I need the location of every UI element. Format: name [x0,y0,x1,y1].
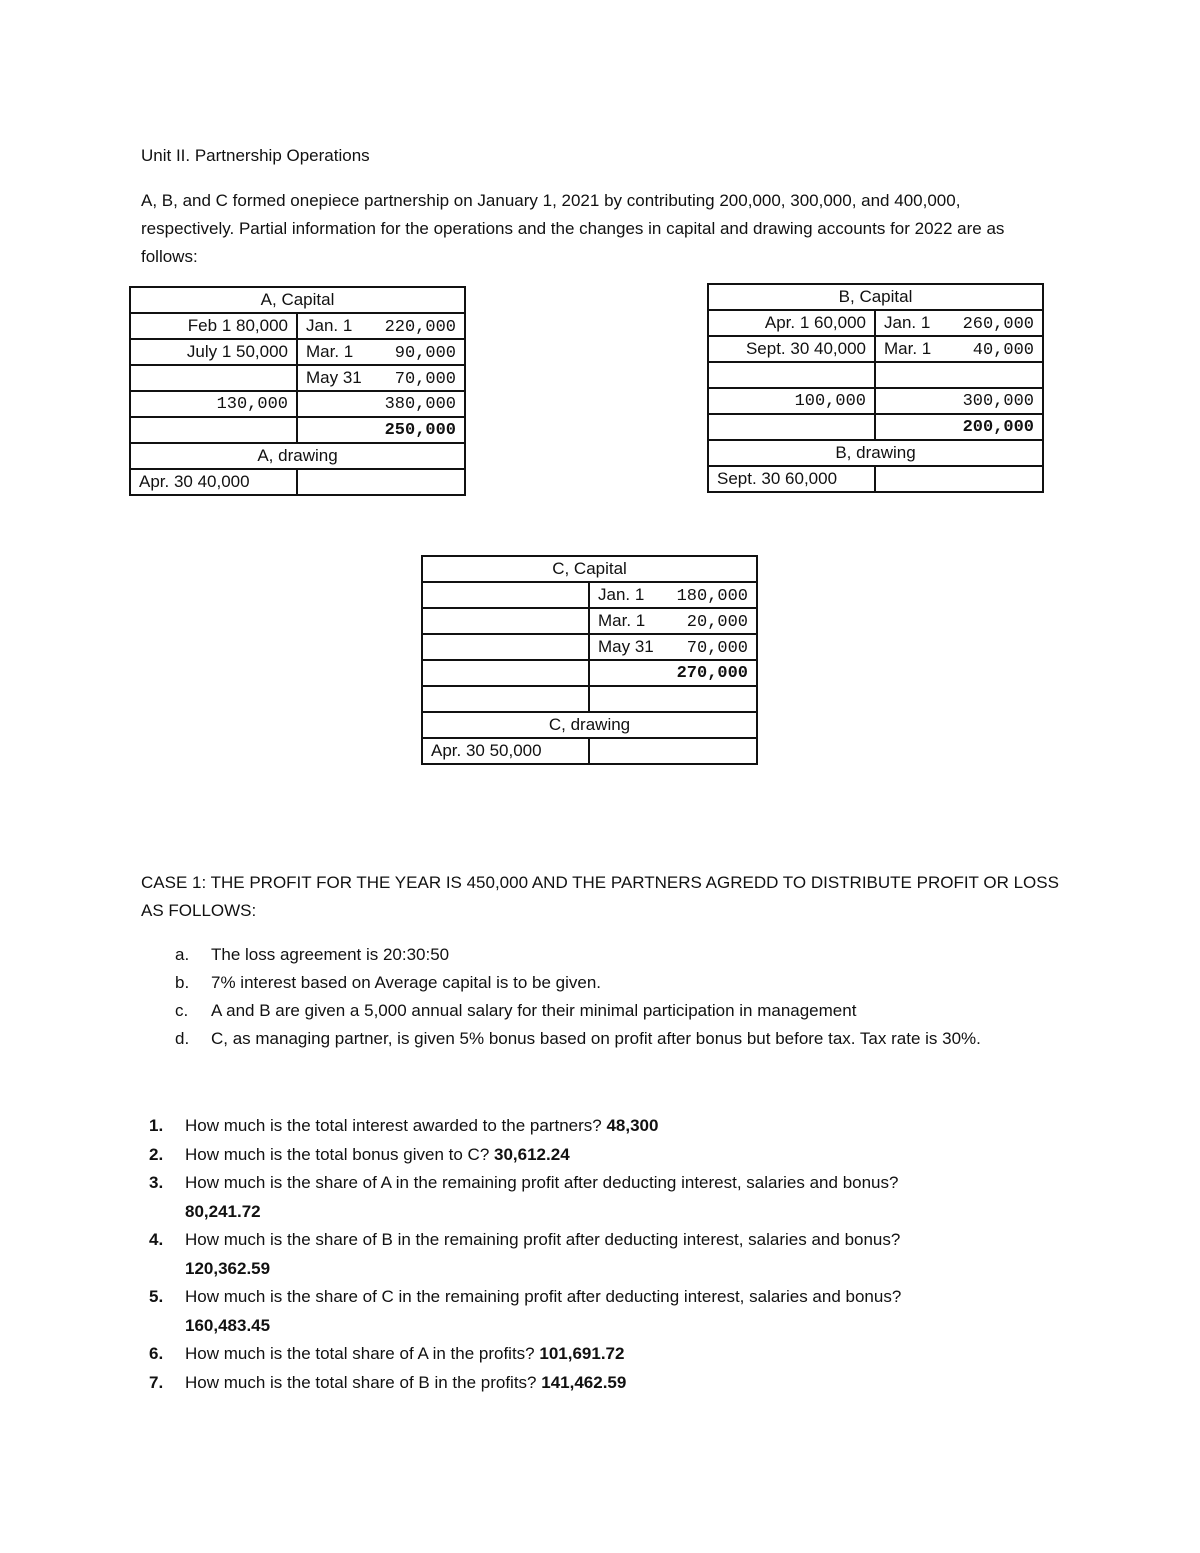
c-credit-entry [589,582,757,608]
c-empty-cell [422,634,589,660]
question-number: 7. [149,1372,164,1392]
c-credit-entry [589,608,757,634]
question-text: How much is the share of B in the remaining profit after deducting interest, salaries and bonus? [185,1230,901,1249]
list-item [141,997,1061,1025]
question-item [141,1369,1061,1398]
c-empty-cell [589,738,757,764]
question-list [141,1112,1061,1397]
a-credit-entry [297,339,465,365]
c-credit-amount: 20,000 [686,612,749,632]
answer: 120,362.59 [185,1258,271,1278]
agreement-list [141,941,1061,1053]
list-item [141,941,1061,969]
intro-paragraph: A, B, and C formed onepiece partnership on January 1, 2021 by contributing 200,000, 300,000, and 400,000, respectively. Partial information for the operations and the changes in capital and drawing accounts for 2022 are as follows: [141,191,1005,266]
question-item [141,1169,1061,1226]
a-drawing-entry: Apr. 30 40,000 [130,469,297,495]
question-text: How much is the total bonus given to C? [185,1144,490,1164]
b-empty-cell [708,362,875,388]
a-credit-amount: 70,000 [394,369,457,389]
a-capital-title: A, Capital [130,287,465,313]
b-credit-date: Jan. 1 [884,312,931,332]
list-item [141,1025,1061,1053]
list-marker: b. [175,973,190,992]
a-capital-balance: 250,000 [297,417,465,443]
c-credit-date: May 31 [598,636,654,656]
a-empty-cell [130,417,297,443]
b-capital-title: B, Capital [708,284,1043,310]
c-credit-date: Jan. 1 [598,584,645,604]
question-text: How much is the total share of B in the profits? [185,1372,537,1392]
b-debit-entry: Sept. 30 40,000 [708,336,875,362]
b-capital-balance: 200,000 [875,414,1043,440]
list-text: C, as managing partner, is given 5% bonus based on profit after bonus but before tax. Tax rate is 30%. [211,1029,981,1048]
b-capital-ledger [707,283,1044,493]
c-empty-cell [589,686,757,712]
b-credit-total: 300,000 [875,388,1043,414]
b-empty-cell [875,362,1043,388]
list-text: A and B are given a 5,000 annual salary for their minimal participation in management [211,1001,857,1020]
c-capital-ledger [421,555,758,765]
a-credit-date: Mar. 1 [306,341,354,361]
b-empty-cell [875,466,1043,492]
list-marker: a. [175,945,190,964]
a-credit-date: Jan. 1 [306,315,353,335]
question-number: 5. [149,1287,164,1306]
c-credit-amount: 180,000 [676,586,749,606]
question-number: 3. [149,1173,164,1192]
question-text: How much is the total share of A in the profits? [185,1344,535,1363]
b-credit-entry [875,310,1043,336]
list-item [141,969,1061,997]
a-credit-amount: 220,000 [384,317,457,337]
b-credit-date: Mar. 1 [884,338,932,358]
c-capital-title: C, Capital [422,556,757,582]
a-credit-entry [297,313,465,339]
b-debit-entry: Apr. 1 60,000 [708,310,875,336]
list-text: 7% interest based on Average capital is to be given. [211,973,601,992]
answer: 141,462.59 [541,1372,627,1392]
list-marker: d. [175,1029,190,1048]
list-text: The loss agreement is 20:30:50 [211,945,450,964]
question-item [141,1283,1061,1340]
a-capital-ledger [129,286,466,496]
a-debit-entry: Feb 1 80,000 [130,313,297,339]
a-credit-entry [297,365,465,391]
c-empty-cell [422,608,589,634]
b-debit-total: 100,000 [708,388,875,414]
answer: 160,483.45 [185,1315,271,1335]
page-title: Unit II. Partnership Operations [141,146,370,165]
b-credit-amount: 40,000 [972,340,1035,360]
a-debit-entry [130,365,297,391]
question-number: 4. [149,1230,164,1249]
a-drawing-title: A, drawing [130,443,465,469]
c-empty-cell [422,582,589,608]
question-item [141,1141,1061,1170]
b-drawing-entry: Sept. 30 60,000 [708,466,875,492]
question-number: 1. [149,1116,164,1135]
c-drawing-title: C, drawing [422,712,757,738]
b-credit-entry [875,336,1043,362]
c-empty-cell [422,686,589,712]
b-credit-amount: 260,000 [962,314,1035,334]
question-item [141,1226,1061,1283]
b-drawing-title: B, drawing [708,440,1043,466]
list-marker: c. [175,1001,189,1020]
c-credit-entry [589,634,757,660]
c-credit-date: Mar. 1 [598,610,646,630]
question-text: How much is the total interest awarded to the partners? [185,1116,602,1135]
a-debit-entry: July 1 50,000 [130,339,297,365]
question-item [141,1112,1061,1141]
b-empty-cell [708,414,875,440]
a-credit-date: May 31 [306,367,362,387]
answer: 48,300 [606,1116,659,1135]
question-number: 6. [149,1344,164,1363]
c-empty-cell [422,660,589,686]
answer: 80,241.72 [185,1201,261,1221]
answer: 30,612.24 [494,1144,570,1164]
c-capital-balance: 270,000 [589,660,757,686]
question-item [141,1340,1061,1369]
a-empty-cell [297,469,465,495]
question-number: 2. [149,1144,164,1164]
question-text: How much is the share of C in the remaining profit after deducting interest, salaries and bonus? [185,1287,902,1306]
answer: 101,691.72 [539,1344,625,1363]
c-drawing-entry: Apr. 30 50,000 [422,738,589,764]
a-credit-amount: 90,000 [394,343,457,363]
c-credit-amount: 70,000 [686,638,749,658]
a-debit-total: 130,000 [130,391,297,417]
case-heading: CASE 1: THE PROFIT FOR THE YEAR IS 450,000 AND THE PARTNERS AGREDD TO DISTRIBUTE PROFIT OR LOSS AS FOLLOWS: [141,873,1059,920]
question-text: How much is the share of A in the remaining profit after deducting interest, salaries and bonus? [185,1173,899,1192]
a-credit-total: 380,000 [297,391,465,417]
